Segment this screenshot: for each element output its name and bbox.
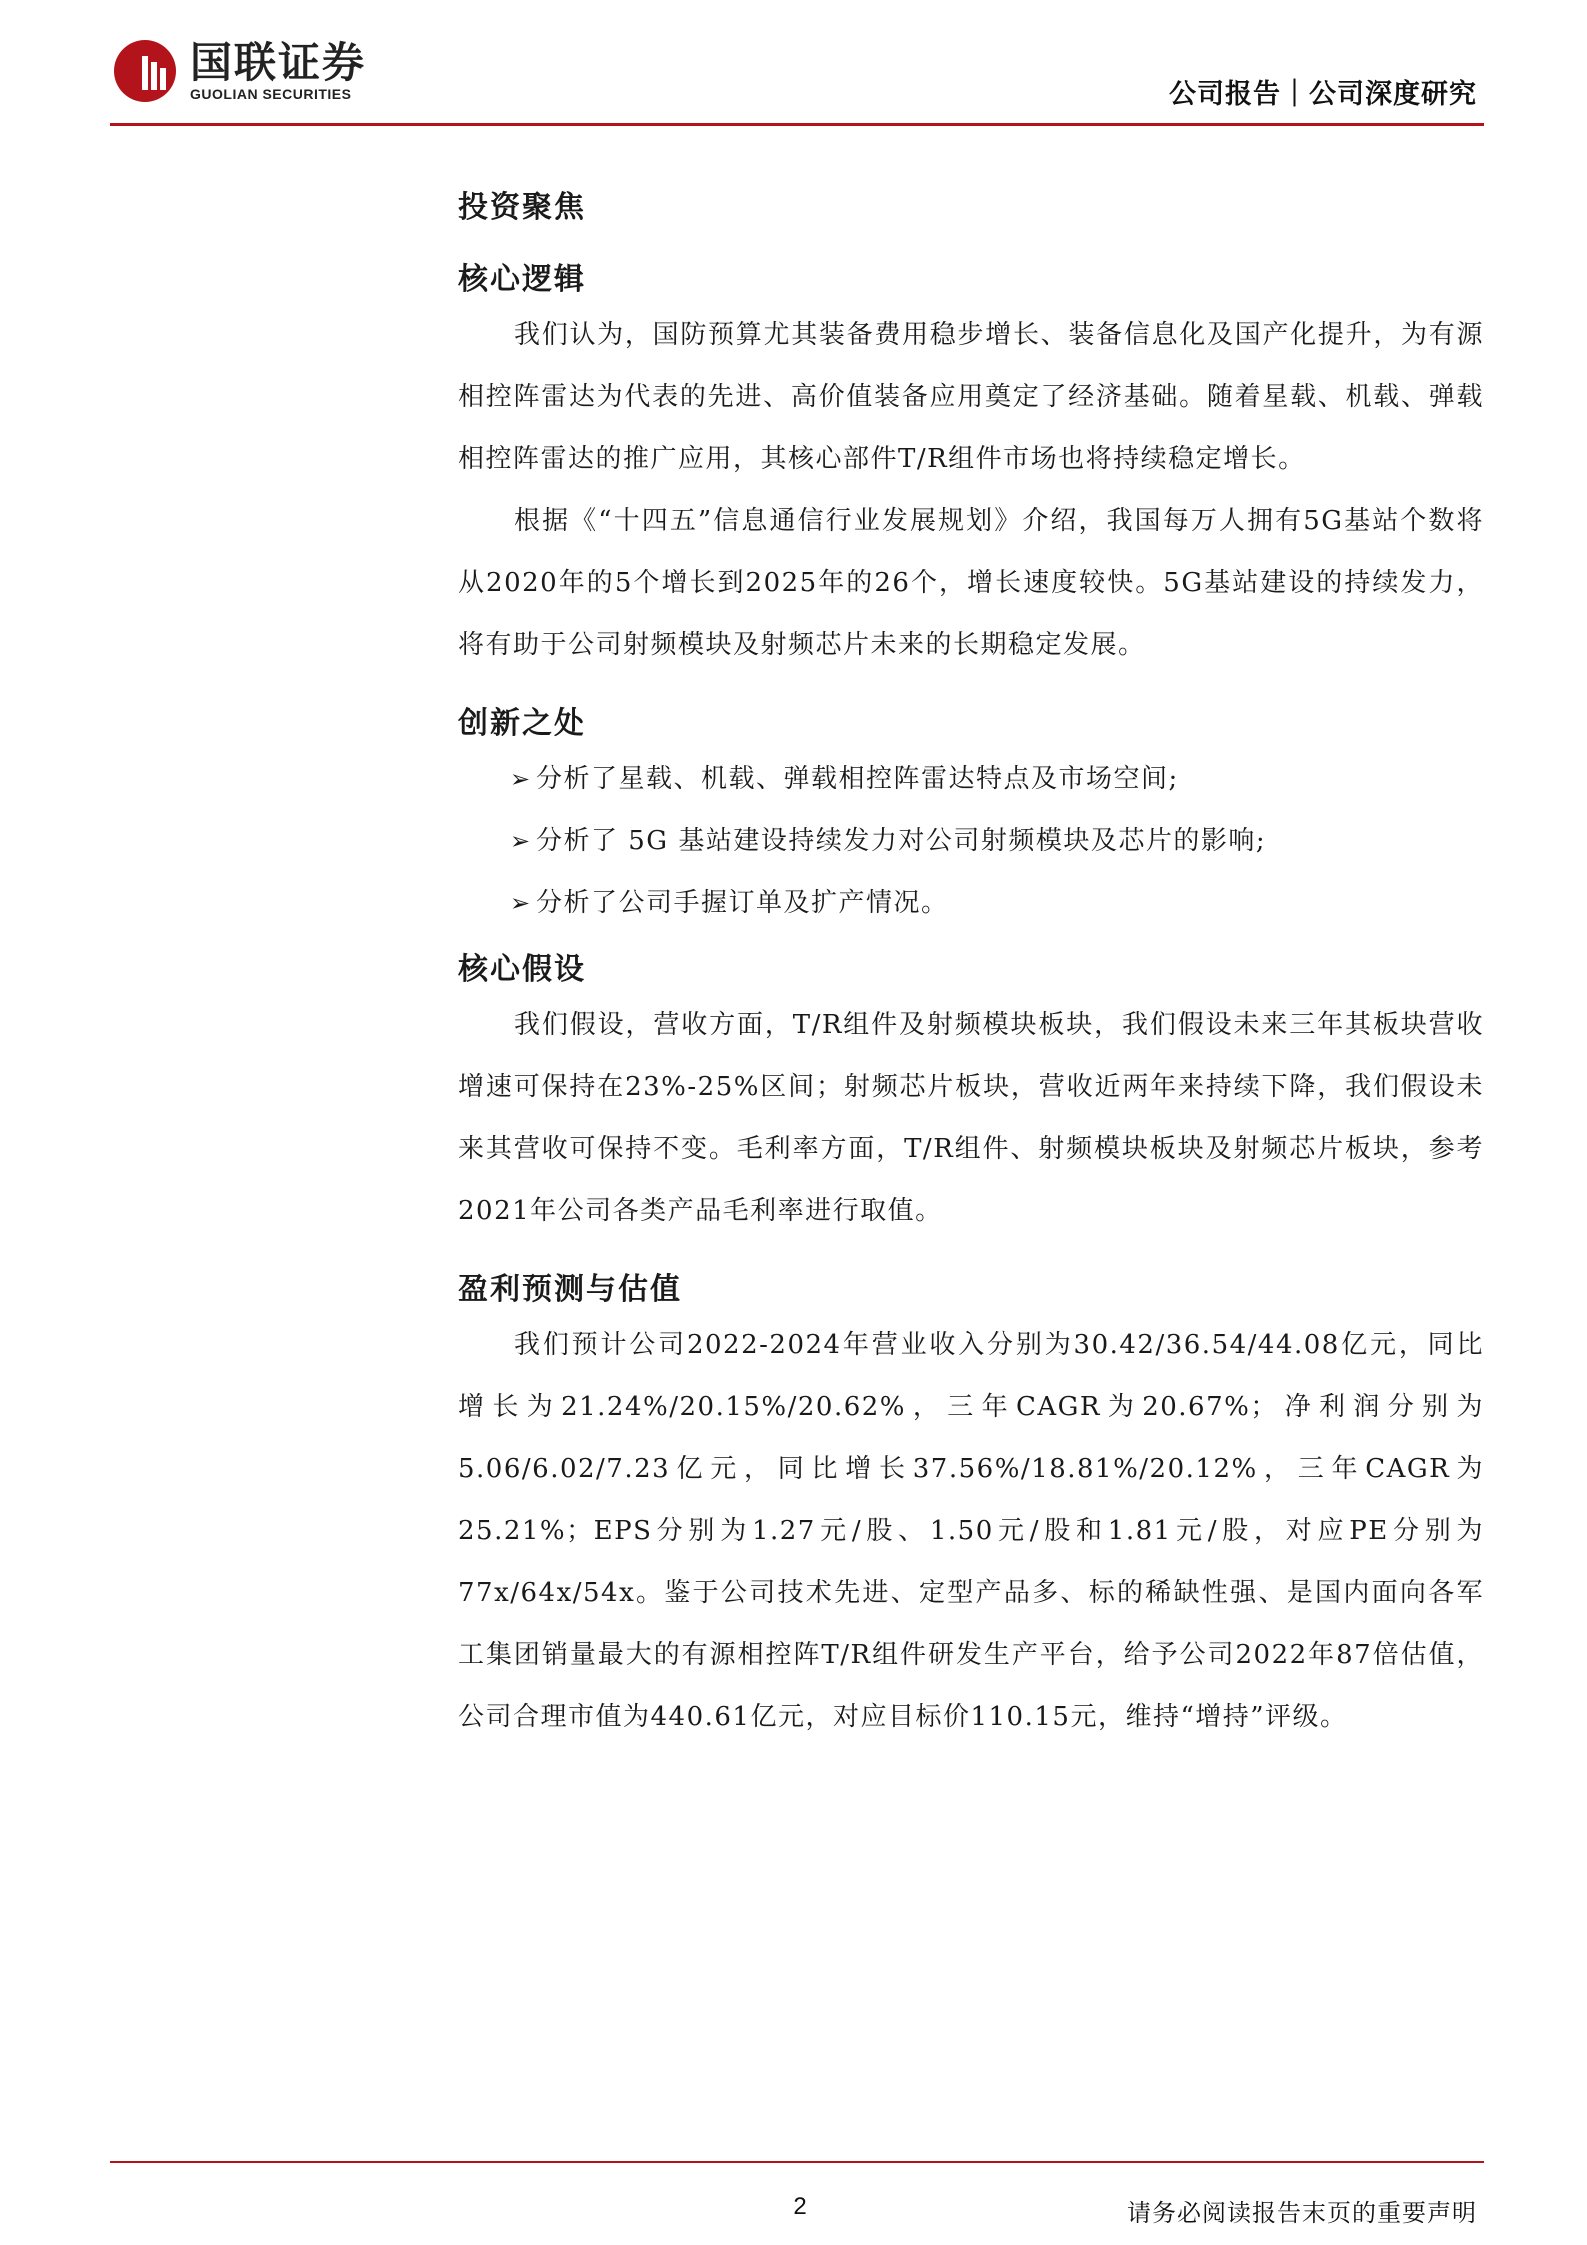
page-title: 投资聚焦 [458, 190, 586, 225]
report-type-label: 公司报告｜公司深度研究 [1169, 79, 1477, 110]
section-heading-core-logic: 核心逻辑 [458, 262, 586, 297]
list-item: 分析了公司手握订单及扩产情况。 [536, 888, 949, 918]
paragraph: 我们预计公司2022-2024年营业收入分别为30.42/36.54/44.08亿元，同比增长为21.24%/20.15%/20.62%，三年CAGR为20.67%；净利润分别为5.06/6.02/7.23亿元，同比增长37.56%/18.81%/20.12%，三年CAGR为25.21%；EPS分别为1.27元/股、1.50元/股和1.81元/股，对应PE分别为77x/64x/54x。鉴于公司技术先进、定型产品多、标的稀缺性强、是国内面向各军工集团销量最大的有源相控阵T/R组件研发生产平台，给予公司2022年87倍估值，公司合理市值为440.61亿元，对应目标价110.15元，维持“增持”评级。 [458, 1330, 1484, 1732]
paragraph: 我们认为，国防预算尤其装备费用稳步增长、装备信息化及国产化提升，为有源相控阵雷达为代表的先进、高价值装备应用奠定了经济基础。随着星载、机载、弹载相控阵雷达的推广应用，其核心部件T/R组件市场也将持续稳定增长。 [458, 320, 1484, 474]
logo-emblem-icon [112, 38, 178, 104]
footer-disclaimer: 请务必阅读报告末页的重要声明 [1127, 2199, 1477, 2227]
logo-english-name: GUOLIAN SECURITIES [190, 86, 352, 102]
company-logo [112, 38, 366, 104]
section-heading-assumptions: 核心假设 [458, 952, 586, 987]
footer-divider [110, 2161, 1484, 2163]
section-heading-innovation: 创新之处 [458, 706, 586, 741]
paragraph: 我们假设，营收方面，T/R组件及射频模块板块，我们假设未来三年其板块营收增速可保持在23%-25%区间；射频芯片板块，营收近两年来持续下降，我们假设未来其营收可保持不变。毛利率方面，T/R组件、射频模块板块及射频芯片板块，参考2021年公司各类产品毛利率进行取值。 [458, 1010, 1484, 1226]
header-divider [110, 123, 1484, 126]
list-item: 分析了 5G 基站建设持续发力对公司射频模块及芯片的影响; [536, 826, 1267, 856]
bullet-list [458, 748, 1484, 934]
list-item: 分析了星载、机载、弹载相控阵雷达特点及市场空间; [536, 764, 1179, 794]
page-number: 2 [793, 2193, 807, 2220]
main-content [458, 182, 1484, 1748]
page-header [0, 0, 1587, 130]
section-heading-forecast-valuation: 盈利预测与估值 [458, 1272, 682, 1307]
paragraph: 根据《“十四五”信息通信行业发展规划》介绍，我国每万人拥有5G基站个数将从2020年的5个增长到2025年的26个，增长速度较快。5G基站建设的持续发力，将有助于公司射频模块及射频芯片未来的长期稳定发展。 [458, 506, 1484, 660]
logo-chinese-name: 国联证券 [190, 38, 367, 87]
